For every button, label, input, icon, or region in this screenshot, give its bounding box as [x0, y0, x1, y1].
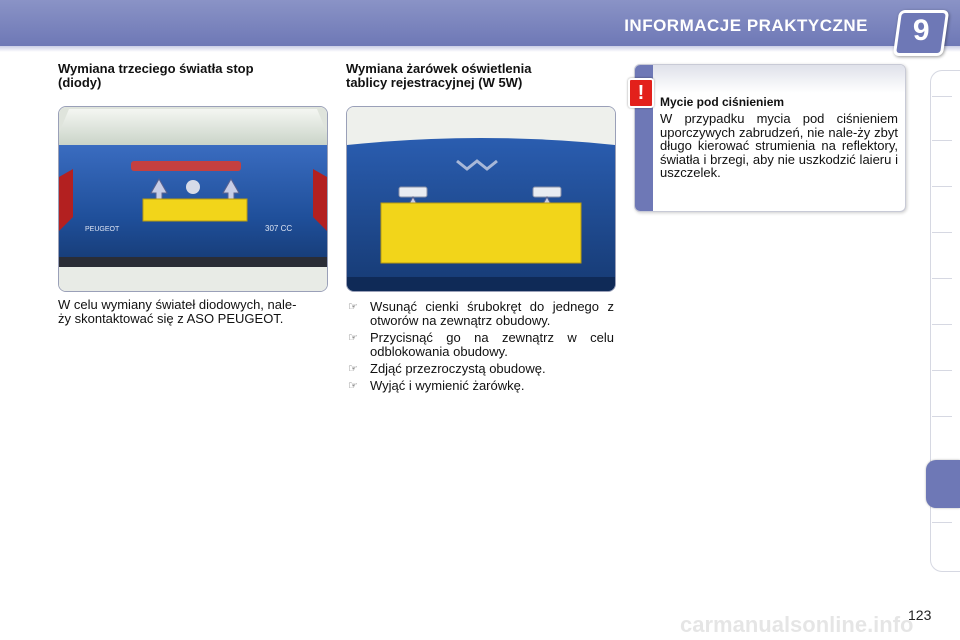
header-fade [0, 46, 960, 52]
tab-divider [932, 522, 952, 523]
brand-badge: PEUGEOT [85, 226, 120, 233]
step-text: Przycisnąć go na zewnątrz w celu odblokowania obudowy. [370, 330, 614, 359]
lion-logo-icon [186, 180, 200, 194]
plate-light-heading-line1: Wymiana żarówek oświetlenia [346, 61, 532, 76]
plate-light-heading-line2: tablicy rejestracyjnej (W 5W) [346, 75, 523, 90]
warning-icon: ! [628, 78, 654, 108]
brake-light-heading [58, 62, 254, 90]
lower-trim [347, 277, 615, 291]
license-plate [143, 199, 247, 221]
left-plate-lamp [399, 187, 427, 197]
step-item [346, 331, 614, 359]
third-brake-light [131, 161, 241, 171]
tab-divider [932, 232, 952, 233]
warning-title: Mycie pod ciśnieniem [660, 95, 785, 109]
model-badge: 307 CC [265, 224, 293, 233]
step-text: Wyjąć i wymienić żarówkę. [370, 378, 525, 393]
pointing-hand-icon: ☞ [348, 363, 358, 375]
bumper-strip [59, 257, 327, 267]
plate-light-heading [346, 62, 531, 90]
right-plate-lamp [533, 187, 561, 197]
rear-car-photo [58, 106, 328, 292]
tab-divider [932, 186, 952, 187]
tab-divider [932, 140, 952, 141]
license-plate-large [381, 203, 581, 263]
chapter-number: 9 [912, 14, 930, 47]
pointing-hand-icon: ☞ [348, 301, 358, 313]
tab-divider [932, 324, 952, 325]
step-text: Wsunąć cienki śrubokręt do jednego z otworów na zewnątrz obudowy. [370, 299, 614, 328]
brake-light-paragraph [58, 298, 326, 326]
warning-text: W przypadku mycia pod ciśnieniem uporczywych zabrudzeń, nie nale-ży zbyt długo kierować strumienia na reflektory, światła i brzegi, aby nie uszkodzić laieru i uszczelek. [660, 111, 898, 180]
brake-light-heading-line1: Wymiana trzeciego światła stop [58, 61, 254, 76]
rear-car-illustration [59, 107, 327, 291]
tab-divider [932, 278, 952, 279]
tab-divider [932, 416, 952, 417]
active-chapter-tab[interactable] [926, 460, 960, 508]
plate-light-illustration [347, 107, 615, 291]
step-item [346, 379, 614, 393]
replacement-steps [346, 300, 614, 396]
page-number: 123 [908, 607, 932, 623]
rear-window [59, 109, 327, 147]
pointing-hand-icon: ☞ [348, 380, 358, 392]
step-item [346, 362, 614, 376]
brake-light-heading-line2: (diody) [58, 75, 102, 90]
paragraph-line2: ży skontaktować się z ASO PEUGEOT. [58, 311, 284, 326]
ground [59, 267, 327, 291]
page-title: INFORMACJE PRAKTYCZNE [624, 16, 868, 35]
paragraph-line1: W celu wymiany świateł diodowych, nale- [58, 297, 297, 312]
chapter-badge [893, 10, 949, 56]
warning-header-band [653, 65, 905, 93]
watermark: carmanualsonline.info [680, 612, 914, 637]
pointing-hand-icon: ☞ [348, 332, 358, 344]
step-text: Zdjąć przezroczystą obudowę. [370, 361, 546, 376]
plate-light-photo [346, 106, 616, 292]
step-item [346, 300, 614, 328]
tab-divider [932, 370, 952, 371]
tab-divider [932, 96, 952, 97]
